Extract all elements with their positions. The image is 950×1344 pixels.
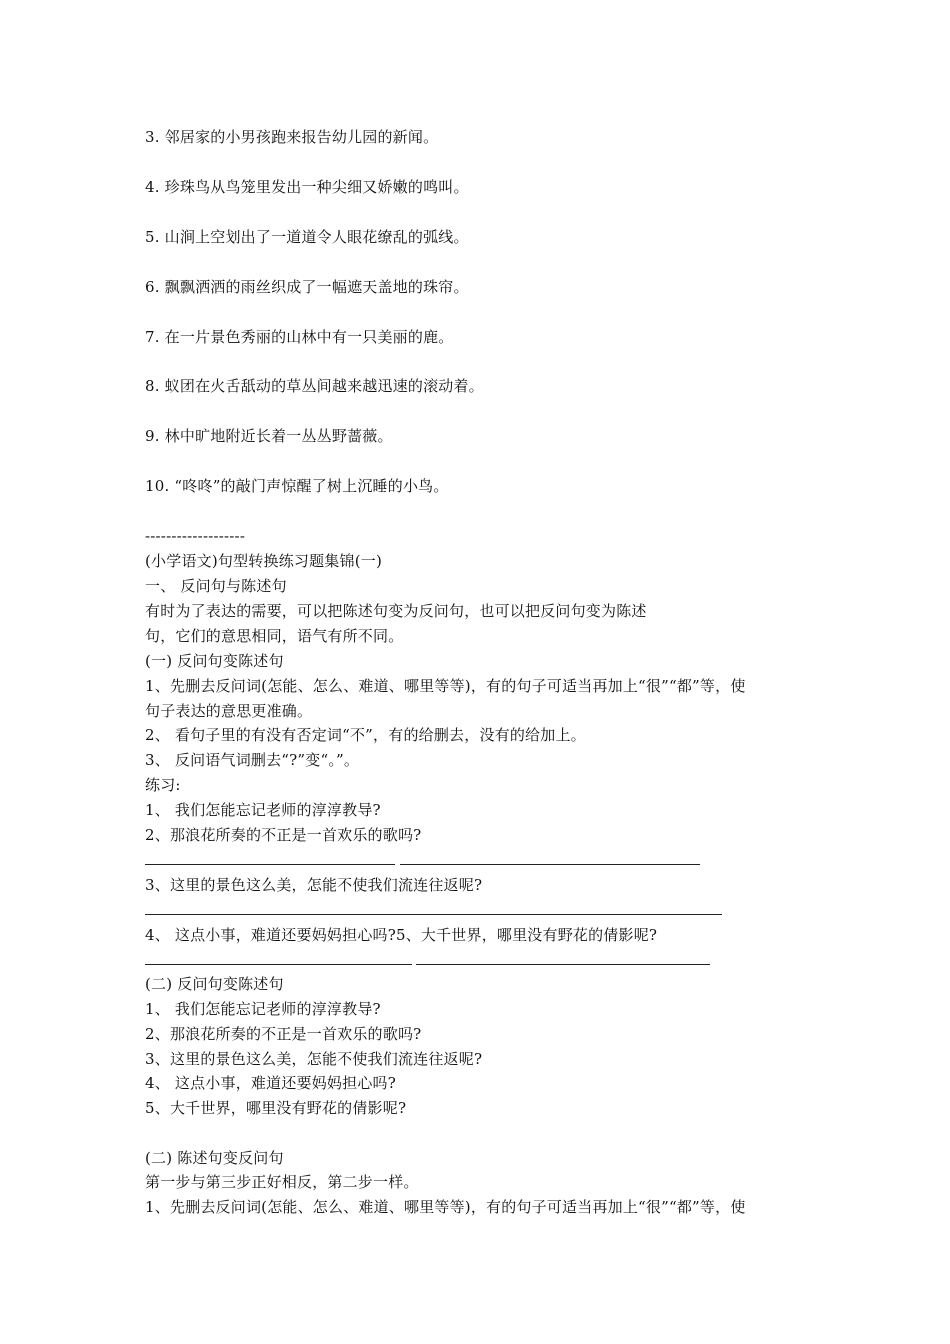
intro-line-2: 句，它们的意思相同，语气有所不同。 bbox=[145, 627, 404, 645]
sentence-7: 7. 在一片景色秀丽的山林中有一只美丽的鹿。 bbox=[145, 328, 454, 346]
practice-question-3: 3、这里的景色这么美，怎能不使我们流连往返呢? bbox=[145, 876, 483, 894]
sentence-5: 5. 山涧上空划出了一道道令人眼花缭乱的弧线。 bbox=[145, 228, 469, 246]
answer-blank bbox=[145, 914, 722, 915]
sentence-6: 6. 飘飘洒洒的雨丝织成了一幅遮天盖地的珠帘。 bbox=[145, 278, 469, 296]
answer-blank bbox=[400, 864, 700, 865]
sentence-10: 10. “咚咚”的敲门声惊醒了树上沉睡的小鸟。 bbox=[145, 477, 449, 495]
sentence-3: 3. 邻居家的小男孩跑来报告幼儿园的新闻。 bbox=[145, 128, 439, 146]
part-c-line-1: 第一步与第三步正好相反，第二步一样。 bbox=[145, 1173, 419, 1191]
sentence-4: 4. 珍珠鸟从鸟笼里发出一种尖细又娇嫩的鸣叫。 bbox=[145, 178, 469, 196]
practice-label: 练习: bbox=[145, 776, 181, 794]
practice-question-2: 2、那浪花所奏的不正是一首欢乐的歌吗? bbox=[145, 826, 422, 844]
part-a-heading: (一) 反问句变陈述句 bbox=[145, 652, 284, 670]
rule-1-line-2: 句子表达的意思更准确。 bbox=[145, 702, 313, 720]
divider-dashes: ------------------- bbox=[145, 527, 246, 545]
answer-blank bbox=[145, 864, 395, 865]
list-item: 3、这里的景色这么美，怎能不使我们流连往返呢? bbox=[145, 1050, 483, 1068]
part-c-heading: (二) 陈述句变反问句 bbox=[145, 1149, 284, 1167]
list-item: 1、 我们怎能忘记老师的淳淳教导? bbox=[145, 1000, 381, 1018]
document-title: (小学语文)句型转换练习题集锦(一) bbox=[145, 552, 383, 570]
practice-question-1: 1、 我们怎能忘记老师的淳淳教导? bbox=[145, 801, 381, 819]
part-b-heading: (二) 反问句变陈述句 bbox=[145, 975, 284, 993]
section-heading: 一、 反问句与陈述句 bbox=[145, 577, 287, 595]
list-item: 4、 这点小事，难道还要妈妈担心吗? bbox=[145, 1074, 396, 1092]
sentence-8: 8. 蚁团在火舌舐动的草丛间越来越迅速的滚动着。 bbox=[145, 377, 484, 395]
rule-1-line-1: 1、先删去反问词(怎能、怎么、难道、哪里等等)，有的句子可适当再加上“很”“都”等，使 bbox=[145, 677, 746, 695]
part-c-line-2: 1、先删去反问词(怎能、怎么、难道、哪里等等)，有的句子可适当再加上“很”“都”等，使 bbox=[145, 1198, 746, 1216]
sentence-9: 9. 林中旷地附近长着一丛丛野蔷薇。 bbox=[145, 427, 393, 445]
answer-blank bbox=[145, 964, 412, 965]
list-item: 5、大千世界，哪里没有野花的倩影呢? bbox=[145, 1099, 407, 1117]
rule-3: 3、 反问语气词删去“?”变“。”。 bbox=[145, 751, 360, 769]
rule-2: 2、 看句子里的有没有否定词“不”，有的给删去，没有的给加上。 bbox=[145, 726, 586, 744]
practice-question-4-5: 4、 这点小事，难道还要妈妈担心吗?5、大千世界，哪里没有野花的倩影呢? bbox=[145, 926, 658, 944]
list-item: 2、那浪花所奏的不正是一首欢乐的歌吗? bbox=[145, 1025, 422, 1043]
answer-blank bbox=[416, 964, 710, 965]
intro-line-1: 有时为了表达的需要，可以把陈述句变为反问句，也可以把反问句变为陈述 bbox=[145, 602, 647, 620]
